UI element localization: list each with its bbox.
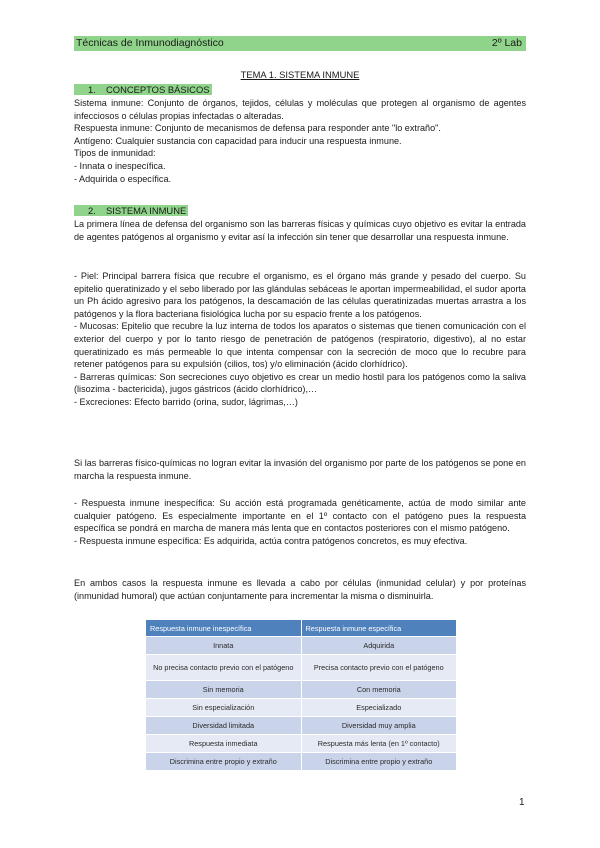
table-cell: Innata	[146, 637, 302, 655]
table-row	[146, 655, 457, 681]
document-title: TEMA 1. SISTEMA INMUNE	[240, 69, 360, 80]
table-header-row	[146, 620, 457, 637]
table-row	[146, 753, 457, 771]
section1-body	[74, 97, 526, 185]
section2-heading	[74, 205, 188, 217]
table-row	[146, 637, 457, 655]
table-cell: Diversidad limitada	[146, 717, 302, 735]
comparison-table	[145, 619, 457, 771]
immunity-type-innata: - Innata o inespecífica.	[74, 160, 166, 171]
barrier-quimicas: - Barreras químicas: Son secreciones cuyo objetivo es crear un medio hostil para los patógenos como la saliva (lisozima - bactericida), jugos gástricos (ácido clorhídrico),…	[74, 371, 526, 395]
table-cell: No precisa contacto previo con el patógeno	[146, 655, 302, 681]
table-cell: Especializado	[301, 699, 457, 717]
table-row	[146, 735, 457, 753]
table-cell: Precisa contacto previo con el patógeno	[301, 655, 457, 681]
response-inespecifica: - Respuesta inmune inespecífica: Su acción está programada genéticamente, actúa de modo similar ante cualquier patógeno. Es especialmente importante en el 1º contacto con el patógeno pues la respuesta específica se pondrá en marcha de manera más lenta que en contactos posteriores con el mismo patógeno.	[74, 498, 526, 534]
table-cell: Sin memoria	[146, 681, 302, 699]
table-cell: Discrimina entre propio y extraño	[301, 753, 457, 771]
section2-title: SISTEMA INMUNE	[106, 205, 187, 216]
barrier-piel: - Piel: Principal barrera física que recubre el organismo, es el órgano más grande y pesado del cuerpo. Su epitelio queratinizado y el sebo liberado por las glándulas sebáceas le aportan impermeabilidad, el sudor aporta un Ph ácido agresivo para los patógenos, la descamación de las células queratinizadas muertas arrastra a los patógenos y la flora bacteriana fisiológica lucha por su espacio frente a los patógenos.	[74, 271, 526, 319]
page-number: 1	[519, 797, 525, 808]
header-course-title: Técnicas de Inmunodiagnóstico	[76, 37, 224, 49]
table-header-inespecifica: Respuesta inmune inespecífica	[146, 620, 302, 637]
table-row	[146, 699, 457, 717]
table-row	[146, 717, 457, 735]
table-cell: Diversidad muy amplia	[301, 717, 457, 735]
section2-number: 2.	[88, 205, 96, 216]
table-cell: Discrimina entre propio y extraño	[146, 753, 302, 771]
section1-heading	[74, 84, 212, 96]
table-cell: Adquirida	[301, 637, 457, 655]
response-especifica: - Respuesta inmune específica: Es adquirida, actúa contra patógenos concretos, es muy efectiva.	[74, 535, 468, 546]
barriers-list	[74, 270, 526, 409]
immunity-types-label: Tipos de inmunidad:	[74, 148, 156, 159]
transition-paragraph: Si las barreras físico-químicas no logran evitar la invasión del organismo por parte de los patógenos se pone en marcha la respuesta inmune.	[74, 458, 526, 481]
immunity-type-adquirida: - Adquirida o específica.	[74, 173, 172, 184]
section1-title: CONCEPTOS BÁSICOS	[106, 84, 210, 95]
document-header	[74, 36, 526, 51]
header-lab-label: 2º Lab	[491, 37, 522, 49]
table-cell: Sin especialización	[146, 699, 302, 717]
barrier-excreciones: - Excreciones: Efecto barrido (orina, sudor, lágrimas,…)	[74, 396, 298, 407]
responses-list	[74, 497, 526, 547]
table-row	[146, 681, 457, 699]
section1-number: 1.	[88, 84, 96, 95]
table-cell: Respuesta inmediata	[146, 735, 302, 753]
definition-antigeno: Antígeno: Cualquier sustancia con capacidad para inducir una respuesta inmune.	[74, 135, 402, 146]
closing-paragraph: En ambos casos la respuesta inmune es llevada a cabo por células (inmunidad celular) y por proteínas (inmunidad humoral) que actúan conjuntamente para incrementar la misma o disminuirla.	[74, 578, 526, 601]
definition-respuesta-inmune: Respuesta inmune: Conjunto de mecanismos de defensa para responder ante "lo extraño".	[74, 123, 441, 134]
table-cell: Con memoria	[301, 681, 457, 699]
table-header-especifica: Respuesta inmune específica	[301, 620, 457, 637]
section2-intro: La primera línea de defensa del organismo son las barreras físicas y químicas cuyo objetivo es evitar la entrada de agentes patógenos al organismo y evitar así la infección sin tener que desarrollar una respuesta inmune.	[74, 219, 526, 242]
definition-sistema-inmune: Sistema inmune: Conjunto de órganos, tejidos, células y moléculas que protegen al organismo de agentes infecciosos o células propias infectadas o alteradas.	[74, 98, 526, 121]
barrier-mucosas: - Mucosas: Epitelio que recubre la luz interna de todos los aparatos o sistemas que tienen comunicación con el exterior del cuerpo y por lo tanto riesgo de penetración de patógenos (respiratorio, digestivo), al no estar queratinizado es más permeable lo que intenta compensar con la secreción de moco que lo recubre para retener patógenos para su expulsión (cilios, tos) y/o eliminación (ácido clorhídrico).	[74, 321, 526, 370]
table-cell: Respuesta más lenta (en 1º contacto)	[301, 735, 457, 753]
